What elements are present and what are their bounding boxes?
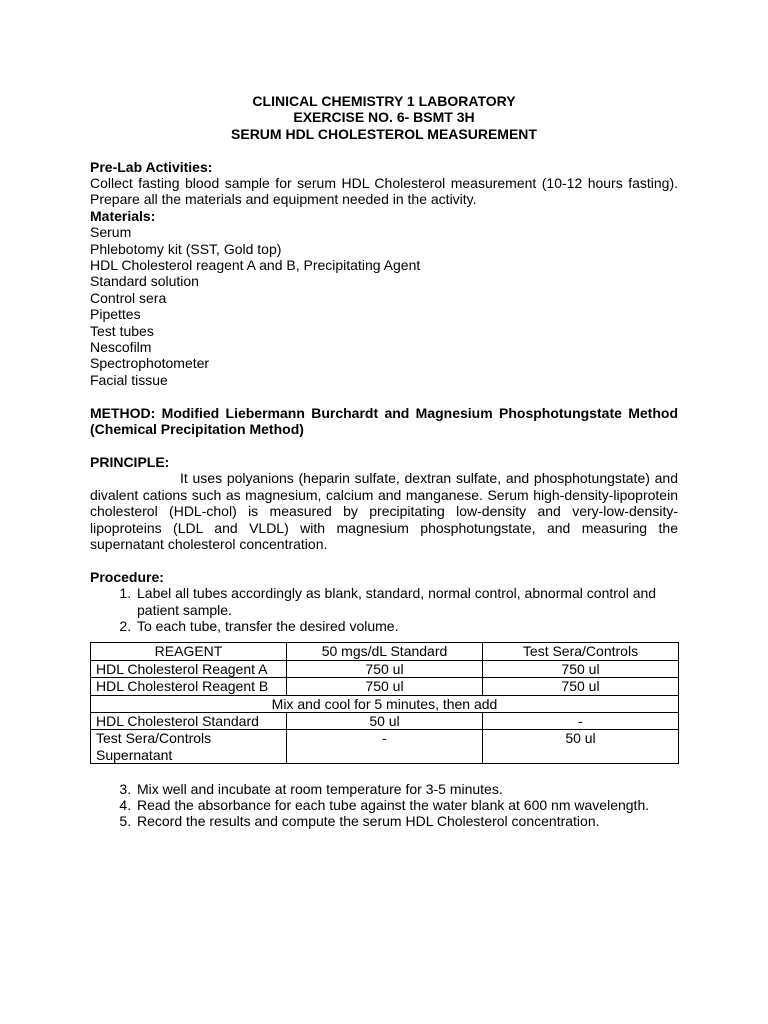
materials-heading: Materials: <box>90 207 156 224</box>
table-merged-row <box>91 695 679 712</box>
procedure-step: 2. To each tube, transfer the desired volume. <box>135 618 678 634</box>
table-cell: 750 ul <box>287 660 483 677</box>
table-merged-note: Mix and cool for 5 minutes, then add <box>91 695 679 712</box>
prelab-heading: Pre-Lab Activities: <box>90 158 213 175</box>
method-text: METHOD: Modified Liebermann Burchardt and Magnesium Phosphotungstate Method (Chemical Precipitation Method) <box>90 404 678 438</box>
table-row <box>91 730 679 764</box>
document-title <box>90 93 678 142</box>
table-cell: HDL Cholesterol Reagent B <box>91 678 287 695</box>
procedure-step: 1. Label all tubes accordingly as blank, standard, normal control, abnormal control and patient sample. <box>135 585 678 618</box>
materials-item: Phlebotomy kit (SST, Gold top) <box>90 240 282 257</box>
materials-item: Pipettes <box>90 306 141 323</box>
reagent-table <box>90 642 679 764</box>
materials-item: Control sera <box>90 289 167 306</box>
materials-item: Spectrophotometer <box>90 355 210 372</box>
procedure-step: 5. Record the results and compute the serum HDL Cholesterol concentration. <box>135 813 678 829</box>
table-cell: 750 ul <box>483 660 679 677</box>
table-header-cell: 50 mgs/dL Standard <box>287 643 483 660</box>
document-page <box>90 93 678 830</box>
procedure-step: 4. Read the absorbance for each tube against the water blank at 600 nm wavelength. <box>135 797 678 813</box>
table-cell: HDL Cholesterol Standard <box>91 712 287 729</box>
procedure-steps-b <box>90 781 678 830</box>
procedure-heading: Procedure: <box>90 568 164 585</box>
materials-item: Test tubes <box>90 322 154 339</box>
table-header-cell: Test Sera/Controls <box>483 643 679 660</box>
table-cell: 50 ul <box>287 712 483 729</box>
title-line-1: CLINICAL CHEMISTRY 1 LABORATORY <box>252 93 516 109</box>
title-line-2: EXERCISE NO. 6- BSMT 3H <box>293 109 475 126</box>
table-header-cell: REAGENT <box>91 643 287 660</box>
procedure-steps-a <box>90 585 678 634</box>
table-cell: Test Sera/Controls Supernatant <box>91 730 287 764</box>
materials-item: Standard solution <box>90 273 199 290</box>
table-cell: 750 ul <box>287 678 483 695</box>
materials-item: HDL Cholesterol reagent A and B, Precipitating Agent <box>90 257 421 274</box>
principle-text: It uses polyanions (heparin sulfate, dextran sulfate, and phosphotungstate) and divalent cations such as magnesium, calcium and manganese. Serum high-density-lipoprotein cholesterol (HDL-chol) is measured by precipitating low-density and very-low-density-lipoproteins (LDL and VLDL) with magnesium phosphotungstate, and measuring the supernatant cholesterol concentration. <box>90 470 678 552</box>
table-cell: 50 ul <box>483 730 679 764</box>
table-row <box>91 712 679 729</box>
prelab-text: Collect fasting blood sample for serum HDL Cholesterol measurement (10-12 hours fasting). Prepare all the materials and equipment needed in the activity. <box>90 175 678 208</box>
materials-item: Nescofilm <box>90 339 152 356</box>
table-row <box>91 678 679 695</box>
materials-item: Facial tissue <box>90 371 168 388</box>
materials-list <box>90 224 678 388</box>
table-cell: - <box>287 730 483 764</box>
materials-item: Serum <box>90 224 132 241</box>
table-cell: HDL Cholesterol Reagent A <box>91 660 287 677</box>
table-header-row <box>91 643 679 660</box>
title-line-3: SERUM HDL CHOLESTEROL MEASUREMENT <box>231 125 537 142</box>
table-cell: - <box>483 712 679 729</box>
principle-heading: PRINCIPLE: <box>90 453 170 470</box>
table-row <box>91 660 679 677</box>
table-cell: 750 ul <box>483 678 679 695</box>
procedure-step: 3. Mix well and incubate at room temperature for 3-5 minutes. <box>135 781 678 797</box>
